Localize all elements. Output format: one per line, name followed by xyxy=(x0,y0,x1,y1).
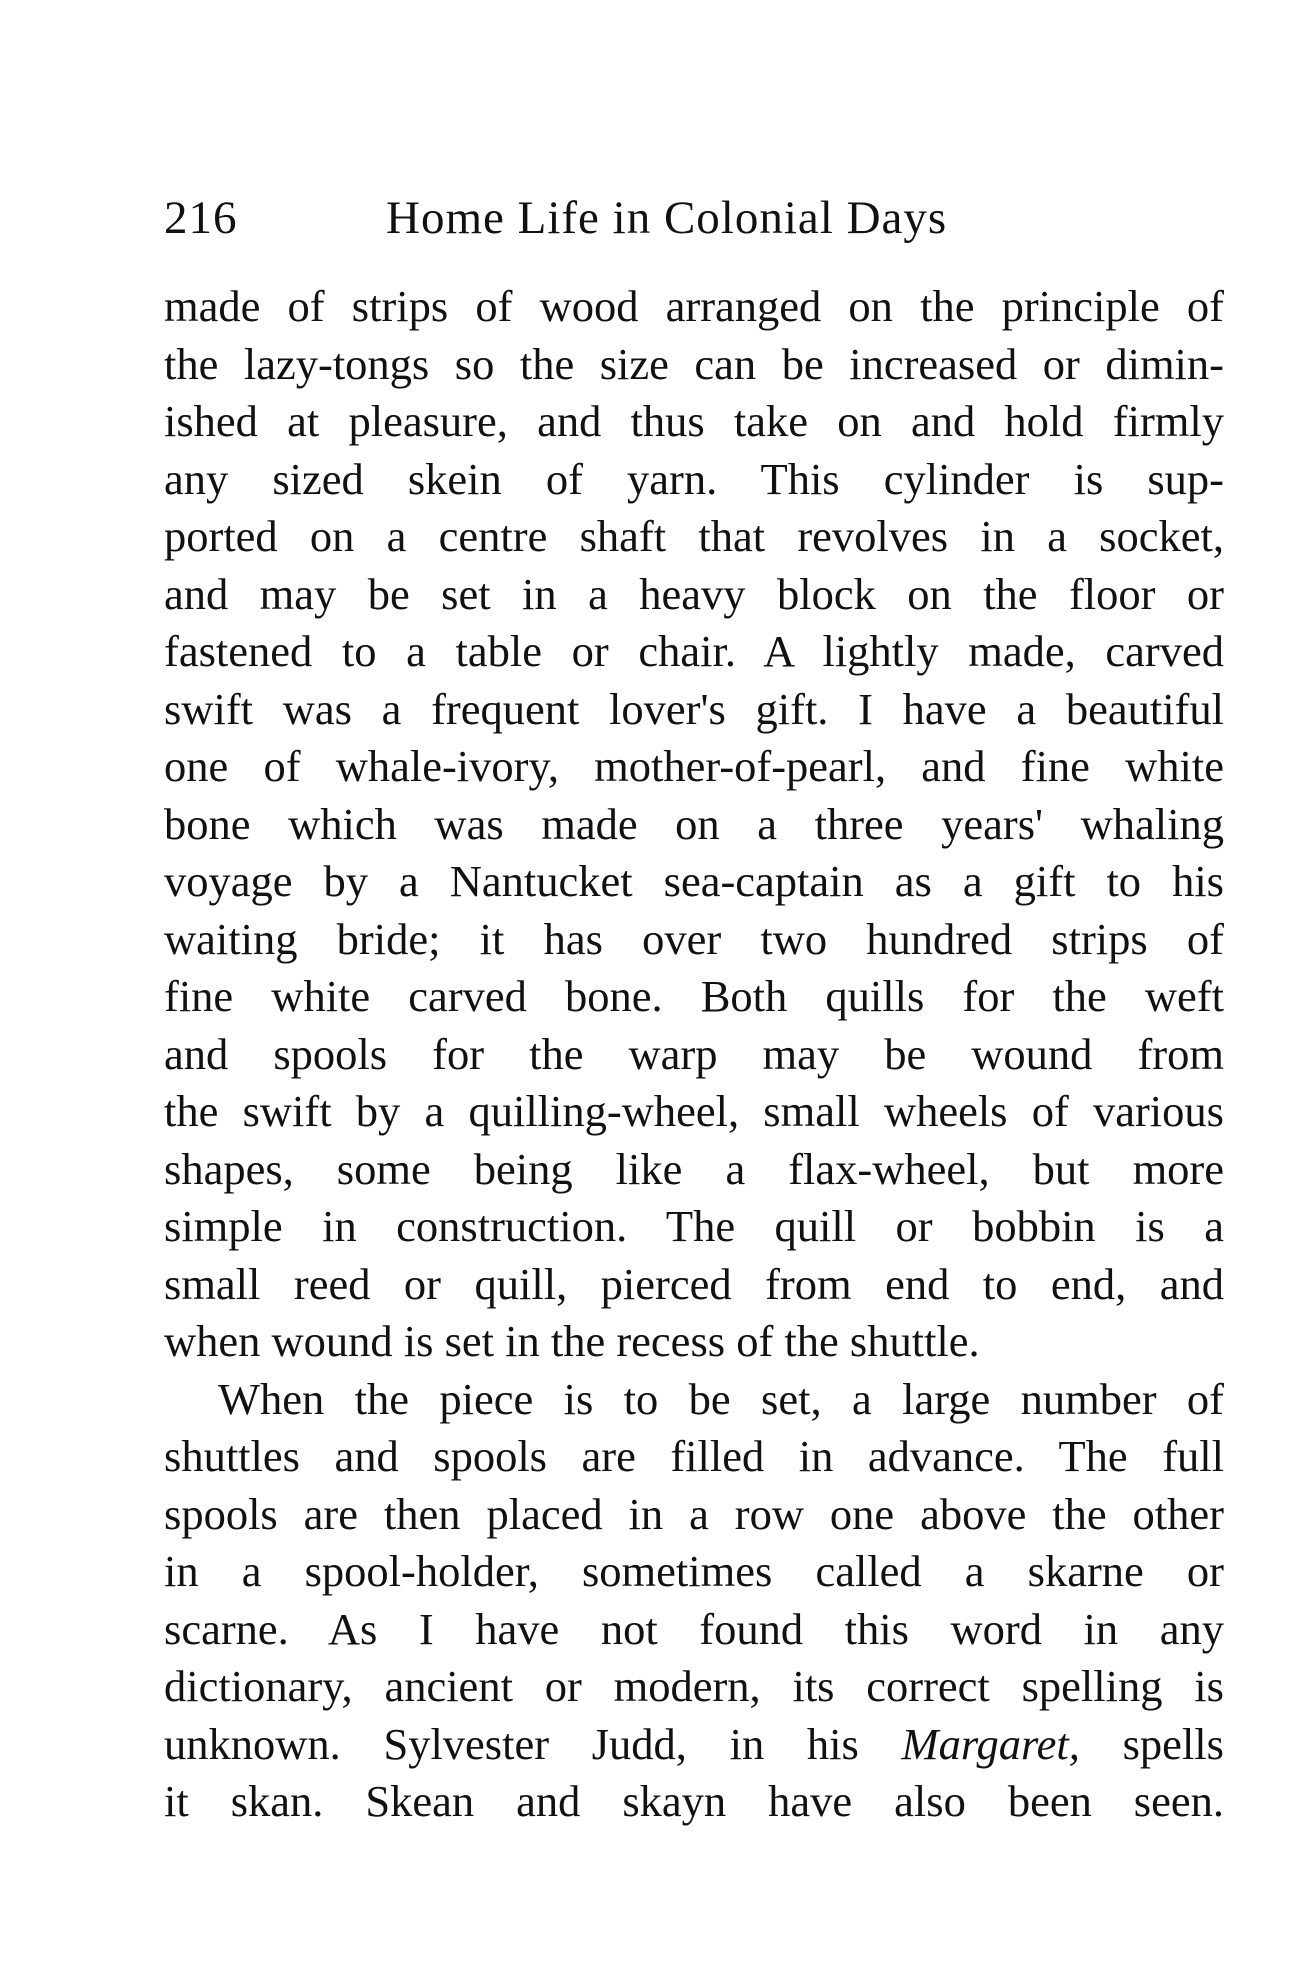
text-line: it skan. Skean and skayn have also been seen. xyxy=(164,1776,1224,1826)
text-line: when wound is set in the recess of the shuttle. xyxy=(164,1316,980,1366)
book-title-italic: Margaret, xyxy=(901,1718,1080,1769)
text-line: and may be set in a heavy block on the floor or xyxy=(164,568,1224,619)
text-line: simple in construction. The quill or bobbin is a xyxy=(164,1201,1224,1251)
text-line: waiting bride; it has over two hundred strips of xyxy=(164,913,1224,964)
text-segment: spells xyxy=(1079,1718,1224,1769)
running-head xyxy=(164,188,1224,248)
text-line: shapes, some being like a flax-wheel, but more xyxy=(164,1143,1224,1194)
text-line: scarne. As I have not found this word in any xyxy=(164,1603,1224,1654)
text-line: in a spool-holder, sometimes called a skarne or xyxy=(164,1546,1224,1596)
text-line: small reed or quill, pierced from end to end, and xyxy=(164,1258,1224,1309)
text-line: fine white carved bone. Both quills for the weft xyxy=(164,971,1224,1021)
text-line: made of strips of wood arranged on the principle of xyxy=(164,281,1224,331)
text-line: shuttles and spools are filled in advance. The full xyxy=(164,1431,1224,1481)
text-line: fastened to a table or chair. A lightly made, carved xyxy=(164,626,1224,676)
text-line: any sized skein of yarn. This cylinder is sup- xyxy=(164,453,1224,504)
text-line: ished at pleasure, and thus take on and hold firmly xyxy=(164,396,1224,446)
text-line: the lazy-tongs so the size can be increased or dimin- xyxy=(164,338,1224,389)
text-line: voyage by a Nantucket sea-captain as a gift to his xyxy=(164,856,1224,906)
text-line: dictionary, ancient or modern, its correct spelling is xyxy=(164,1661,1224,1711)
text-line: When the piece is to be set, a large number of xyxy=(218,1373,1224,1424)
text-line: swift was a frequent lover's gift. I have a beautiful xyxy=(164,683,1224,734)
running-title: Home Life in Colonial Days xyxy=(386,192,948,244)
body-text xyxy=(164,278,1224,1831)
page-number: 216 xyxy=(164,192,238,244)
text-line xyxy=(164,1716,1224,1774)
text-line: one of whale-ivory, mother-of-pearl, and fine white xyxy=(164,741,1224,791)
text-line: and spools for the warp may be wound from xyxy=(164,1028,1224,1079)
text-line: bone which was made on a three years' whaling xyxy=(164,798,1224,849)
text-line: spools are then placed in a row one above the other xyxy=(164,1488,1224,1539)
text-segment: unknown. Sylvester Judd, in his xyxy=(164,1718,902,1769)
text-line: ported on a centre shaft that revolves in a socket, xyxy=(164,511,1224,561)
text-line: the swift by a quilling-wheel, small wheels of various xyxy=(164,1086,1224,1136)
